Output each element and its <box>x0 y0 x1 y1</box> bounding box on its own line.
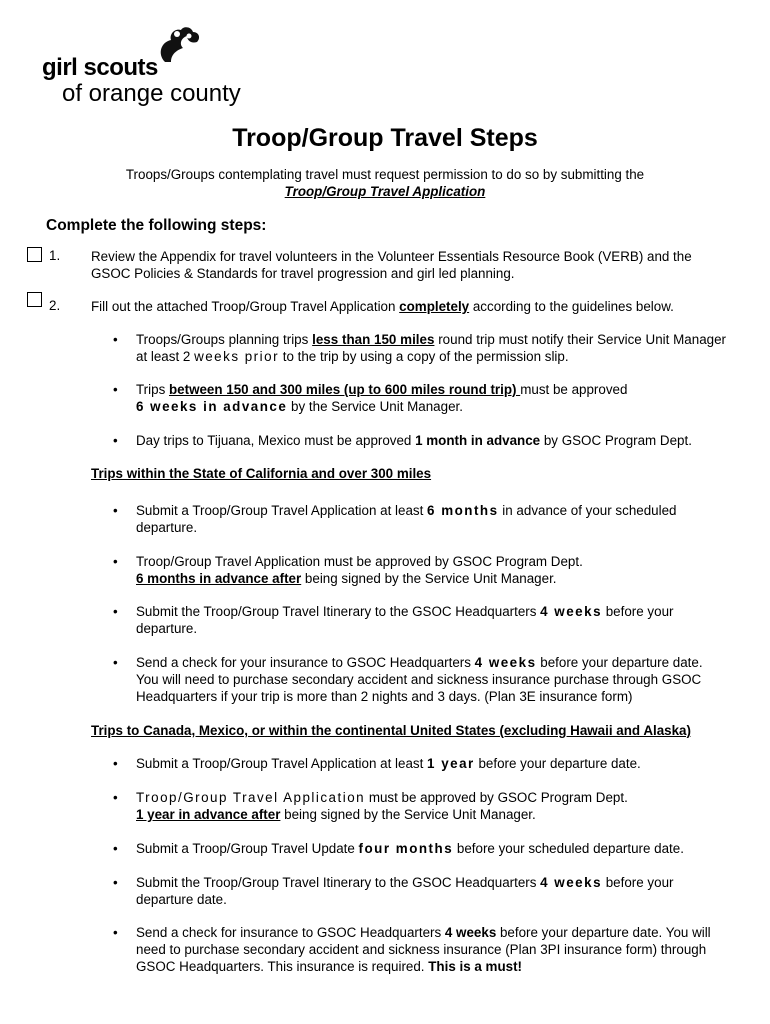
bullet-icon: • <box>113 756 118 771</box>
list-item-us-application: • Submit a Troop/Group Travel Application at least 1 year before your departure date. <box>113 756 641 771</box>
bullet-icon: • <box>113 655 118 670</box>
logo-text-orange-county: of orange county <box>62 80 241 107</box>
list-item-under-150: • Troops/Groups planning trips less than 150 miles round trip must notify their Service Unit Manager at least 2 weeks prior to the trip by using a copy of the permission slip. <box>113 332 727 364</box>
list-item-ca-approval: • Troop/Group Travel Application must be approved by GSOC Program Dept. 6 months in advance after being signed by the Service Unit Manager. <box>113 554 583 586</box>
intro-text: Troops/Groups contemplating travel must request permission to do so by submitting the <box>125 167 645 182</box>
section-heading-california: Trips within the State of California and over 300 miles <box>91 466 432 481</box>
list-item-150-to-300: • Trips between 150 and 300 miles (up to 600 miles round trip) must be approved 6 weeks in advance by the Service Unit Manager. <box>113 382 628 414</box>
step1-number: 1. <box>49 248 61 263</box>
steps-heading: Complete the following steps: <box>46 217 267 234</box>
bullet-icon: • <box>113 382 118 397</box>
bullet-icon: • <box>113 790 118 805</box>
list-item-ca-application: • Submit a Troop/Group Travel Application at least 6 months in advance of your scheduled departure. <box>113 503 677 535</box>
list-item-tijuana: • Day trips to Tijuana, Mexico must be approved 1 month in advance by GSOC Program Dept. <box>113 433 692 448</box>
list-item-ca-insurance: • Send a check for your insurance to GSOC Headquarters 4 weeks before your departure date. You will need to purchase secondary accident and sickness insurance purchase through GSOC Headquarters if your trip is more than 2 nights and 3 days. (Plan 3E insurance form) <box>113 655 703 704</box>
step2-number: 2. <box>49 298 61 313</box>
section-heading-canada-mexico-us: Trips to Canada, Mexico, or within the continental United States (excluding Hawaii and Alaska) <box>91 723 691 738</box>
step1-text: Review the Appendix for travel volunteers in the Volunteer Essentials Resource Book (VERB) and the GSOC Policies & Standards for travel progression and girl led planning. <box>91 249 692 281</box>
step2-text: Fill out the attached Troop/Group Travel Application completely according to the guidelines below. <box>91 299 674 314</box>
bullet-icon: • <box>113 841 118 856</box>
list-item-us-approval: • Troop/Group Travel Application must be approved by GSOC Program Dept. 1 year in advance after being signed by the Service Unit Manager. <box>113 790 628 822</box>
list-item-us-insurance: • Send a check for insurance to GSOC Headquarters 4 weeks before your departure date. You will need to purchase secondary accident and sickness insurance (Plan 3PI insurance form) through GSOC Headquarters. This insurance is required. This is a must! <box>113 925 711 974</box>
step1-checkbox[interactable] <box>27 247 42 262</box>
intro-application-name: Troop/Group Travel Application <box>284 184 486 199</box>
bullet-icon: • <box>113 554 118 569</box>
bullet-icon: • <box>113 925 118 940</box>
bullet-icon: • <box>113 875 118 890</box>
bullet-icon: • <box>113 503 118 518</box>
bullet-icon: • <box>113 332 118 347</box>
list-item-us-update: • Submit a Troop/Group Travel Update four months before your scheduled departure date. <box>113 841 684 856</box>
page-title: Troop/Group Travel Steps <box>232 124 538 152</box>
list-item-ca-itinerary: • Submit the Troop/Group Travel Itinerary to the GSOC Headquarters 4 weeks before your departure. <box>113 604 674 636</box>
bullet-icon: • <box>113 433 118 448</box>
intro <box>0 166 770 200</box>
step2-checkbox[interactable] <box>27 292 42 307</box>
list-item-us-itinerary: • Submit the Troop/Group Travel Itinerary to the GSOC Headquarters 4 weeks before your departure date. <box>113 875 674 907</box>
logo-text-girl-scouts: girl scouts <box>42 54 158 81</box>
bullet-icon: • <box>113 604 118 619</box>
logo <box>42 24 252 114</box>
